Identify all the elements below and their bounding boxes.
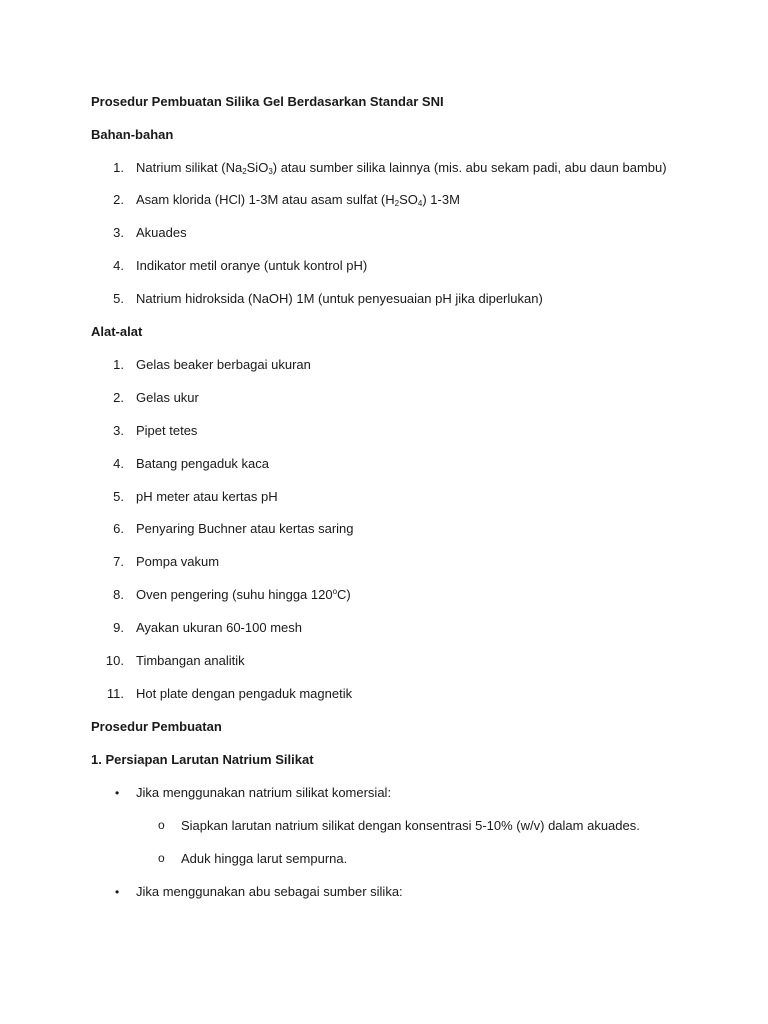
document-title: Prosedur Pembuatan Silika Gel Berdasarkan Standar SNI [91,94,444,109]
list-item: Batang pengaduk kaca [136,456,269,471]
sub-bullet-item: Siapkan larutan natrium silikat dengan konsentrasi 5-10% (w/v) dalam akuades. [181,818,640,833]
list-item: Timbangan analitik [136,653,245,668]
sub-bullet-icon: o [158,818,165,832]
sub-bullet-icon: o [158,851,165,865]
list-item: Hot plate dengan pengaduk magnetik [136,686,353,701]
list-item: Natrium hidroksida (NaOH) 1M (untuk penyesuaian pH jika diperlukan) [136,291,543,306]
list-item: Asam klorida (HCl) 1-3M atau asam sulfat $(H_2SO_4)$ 1-3M [136,192,460,208]
bullet-item: Jika menggunakan natrium silikat komersial: [136,785,392,800]
list-item: Natrium silikat $(Na_2SiO_3)$ atau sumber silika lainnya (mis. abu sekam padi, abu daun bambu) [136,160,667,176]
bullet-item: Jika menggunakan abu sebagai sumber silika: [136,884,403,899]
list-item: Penyaring Buchner atau kertas saring [136,521,354,536]
list-item: Gelas ukur [136,390,199,405]
document-page: Prosedur Pembuatan Silika Gel Berdasarkan Standar SNI Bahan-bahan 1. Natrium silikat $(Na_2SiO_3)$ atau sumber silika lainnya (mis. abu sekam padi, abu daun bambu) 2. Asam klorida (HCl) 1-3M atau asam sulfat $(H_2SO_4)$ 1-3M 3. Akuades 4. Indikator metil oranye (untuk kontrol pH) 5. Natrium hidroksida (NaOH) 1M (untuk penyesuaian pH jika diperlukan) Alat-alat 1. Gelas beaker berbagai ukuran 2. Gelas ukur 3. Pipet tetes 4. Batang pengaduk kaca 5. pH meter atau kertas pH 6. Penyaring Buchner atau kertas saring 7. Pompa vakum 8. Oven pengering (suhu hingga 120$^o$C) 9. Ayakan ukuran 60-100 mesh 10. Timbangan analitik 11. Hot plate dengan pengaduk magnetik Prosedur Pembuatan 1. Persiapan Larutan Natrium Silikat • Jika menggunakan natrium silikat komersial: o Siapkan larutan natrium silikat dengan konsentrasi 5-10% (w/v) dalam akuades. o Aduk hingga larut sempurna. • Jika menggunakan abu sebagai sumber silika: [91,94,667,899]
bullet-icon: • [115,786,120,800]
sub-bullet-item: Aduk hingga larut sempurna. [181,851,348,866]
list-item: Pipet tetes [136,423,198,438]
step-heading: 1. Persiapan Larutan Natrium Silikat [91,752,314,767]
list-item: Gelas beaker berbagai ukuran [136,357,311,372]
alat-heading: Alat-alat [91,324,143,339]
prosedur-heading: Prosedur Pembuatan [91,719,222,734]
list-item: Akuades [136,225,187,240]
list-item: Pompa vakum [136,554,220,569]
list-item: Indikator metil oranye (untuk kontrol pH) [136,258,368,273]
list-item: pH meter atau kertas pH [136,489,278,504]
bahan-heading: Bahan-bahan [91,127,174,142]
list-item: Ayakan ukuran 60-100 mesh [136,620,302,635]
list-item: Oven pengering (suhu hingga 120$^o$C) [136,587,351,602]
bullet-icon: • [115,885,120,899]
